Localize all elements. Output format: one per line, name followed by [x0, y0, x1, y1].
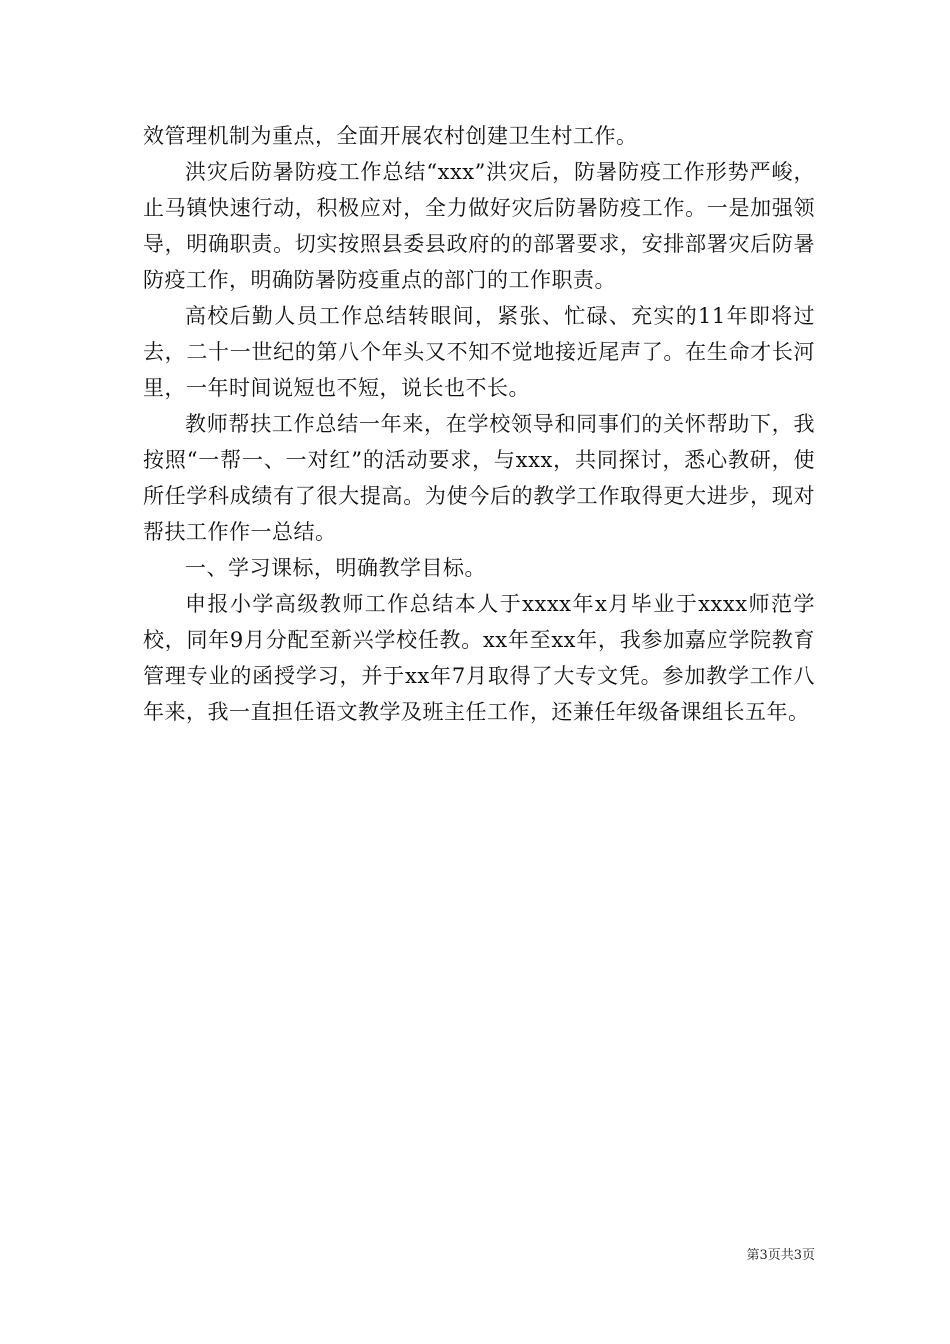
paragraph-continuation: 效管理机制为重点，全面开展农村创建卫生村工作。 [143, 124, 638, 148]
paragraph-logistics-staff-summary: 高校后勤人员工作总结转眼间，紧张、忙碌、充实的11年即将过去，二十一世纪的第八个年头又不知不觉地接近尾声了。在生命才长河里，一年时间说短也不短，说长也不长。 [143, 304, 815, 400]
paragraph-flood-epidemic-summary: 洪灾后防暑防疫工作总结“xxx”洪灾后，防暑防疫工作形势严峻，止马镇快速行动，积极应对，全力做好灾后防暑防疫工作。一是加强领导，明确职责。切实按照县委县政府的的部署要求，安排部署灾后防暑防疫工作，明确防暑防疫重点的部门的工作职责。 [143, 160, 815, 292]
paragraph-senior-teacher-summary: 申报小学高级教师工作总结本人于xxxx年x月毕业于xxxx师范学校，同年9月分配至新兴学校任教。xx年至xx年，我参加嘉应学院教育管理专业的函授学习，并于xx年7月取得了大专文凭。参加教学工作八年来，我一直担任语文教学及班主任工作，还兼任年级备课组长五年。 [143, 592, 815, 724]
page-number: 第3页共3页 [746, 1248, 815, 1263]
paragraph-section-heading: 一、学习课标，明确教学目标。 [185, 556, 486, 580]
paragraph-teacher-assistance-summary: 教师帮扶工作总结一年来，在学校领导和同事们的关怀帮助下，我按照“一帮一、一对红”的活动要求，与xxx，共同探讨，悉心教研，使所任学科成绩有了很大提高。为使今后的教学工作取得更大进步，现对帮扶工作作一总结。 [143, 412, 815, 544]
document-body [143, 118, 815, 730]
